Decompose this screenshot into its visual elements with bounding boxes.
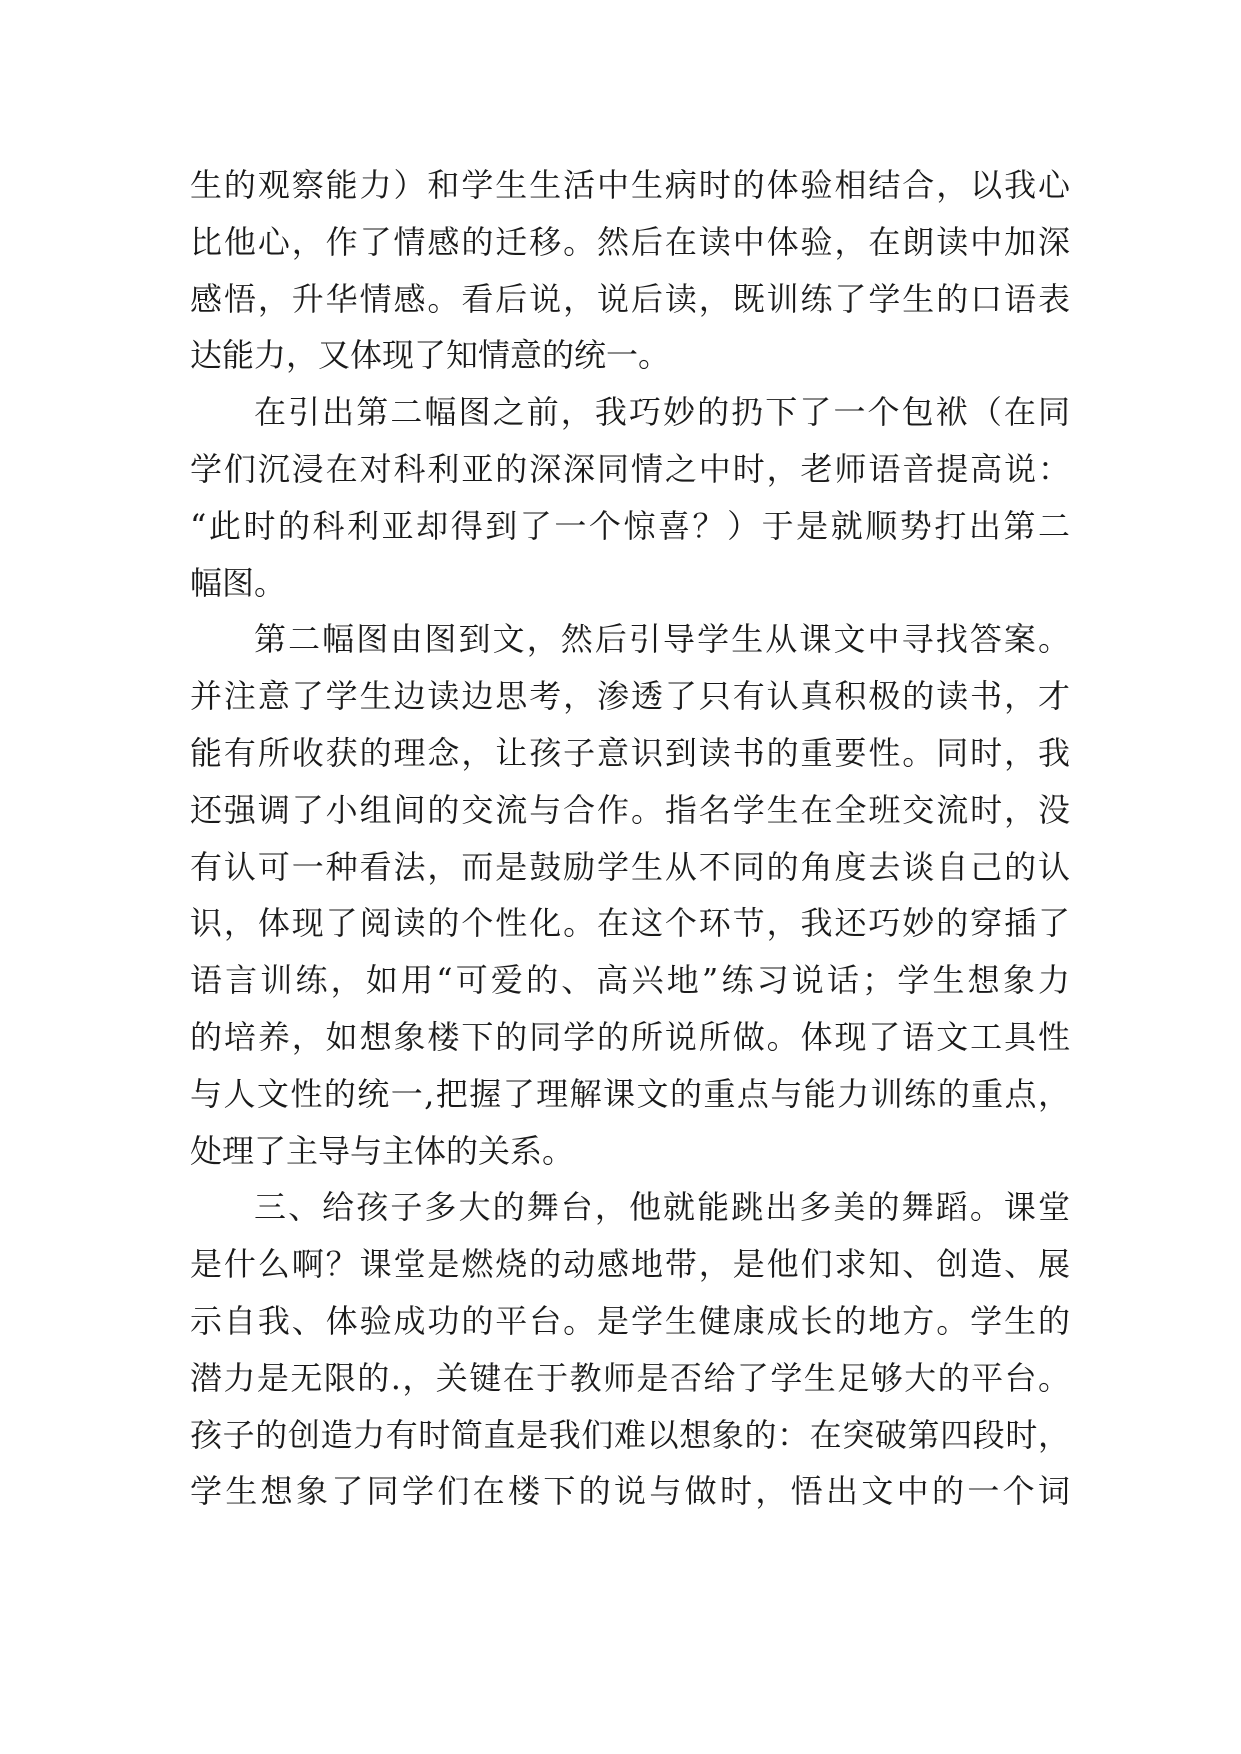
text-line: 感悟，升华情感。看后说，说后读，既训练了学生的口语表	[190, 279, 1070, 318]
text-line: 处理了主导与主体的关系。	[190, 1131, 575, 1170]
text-line: 幅图。	[190, 563, 287, 602]
text-line: 有认可一种看法，而是鼓励学生从不同的角度去谈自己的认	[190, 847, 1070, 886]
text-line: 示自我、体验成功的平台。是学生健康成长的地方。学生的	[190, 1301, 1070, 1340]
text-line: 能有所收获的理念，让孩子意识到读书的重要性。同时，我	[190, 733, 1070, 772]
text-line: 识，体现了阅读的个性化。在这个环节，我还巧妙的穿插了	[190, 904, 1070, 943]
text-line: 语言训练，如用“可爱的、高兴地”练习说话；学生想象力	[190, 961, 1070, 1000]
text-line: 并注意了学生边读边思考，渗透了只有认真积极的读书，才	[190, 677, 1070, 716]
paragraph-first-line: 在引出第二幅图之前，我巧妙的扔下了一个包袱（在同	[254, 393, 1070, 432]
text-line: 与人文性的统一,把握了理解课文的重点与能力训练的重点，	[190, 1074, 1070, 1113]
text-line: “此时的科利亚却得到了一个惊喜？）于是就顺势打出第二	[190, 506, 1070, 545]
body-text	[190, 157, 1070, 1520]
paragraph-first-line: 三、给孩子多大的舞台，他就能跳出多美的舞蹈。课堂	[254, 1188, 1070, 1227]
text-line: 学生想象了同学们在楼下的说与做时，悟出文中的一个词	[190, 1472, 1070, 1511]
text-line: 孩子的创造力有时简直是我们难以想象的：在突破第四段时，	[190, 1415, 1070, 1454]
text-line: 生的观察能力）和学生生活中生病时的体验相结合，以我心	[190, 166, 1070, 204]
text-line: 还强调了小组间的交流与合作。指名学生在全班交流时，没	[190, 790, 1070, 829]
text-line: 学们沉浸在对科利亚的深深同情之中时，老师语音提高说：	[190, 449, 1070, 488]
text-line: 潜力是无限的.，关键在于教师是否给了学生足够大的平台。	[190, 1358, 1070, 1397]
text-line: 的培养，如想象楼下的同学的所说所做。体现了语文工具性	[190, 1017, 1070, 1056]
text-line: 是什么啊？课堂是燃烧的动感地带，是他们求知、创造、展	[190, 1245, 1070, 1284]
text-line: 达能力，又体现了知情意的统一。	[190, 336, 671, 375]
paragraph-first-line: 第二幅图由图到文，然后引导学生从课文中寻找答案。	[254, 620, 1070, 659]
text-line: 比他心，作了情感的迁移。然后在读中体验，在朗读中加深	[190, 222, 1070, 261]
